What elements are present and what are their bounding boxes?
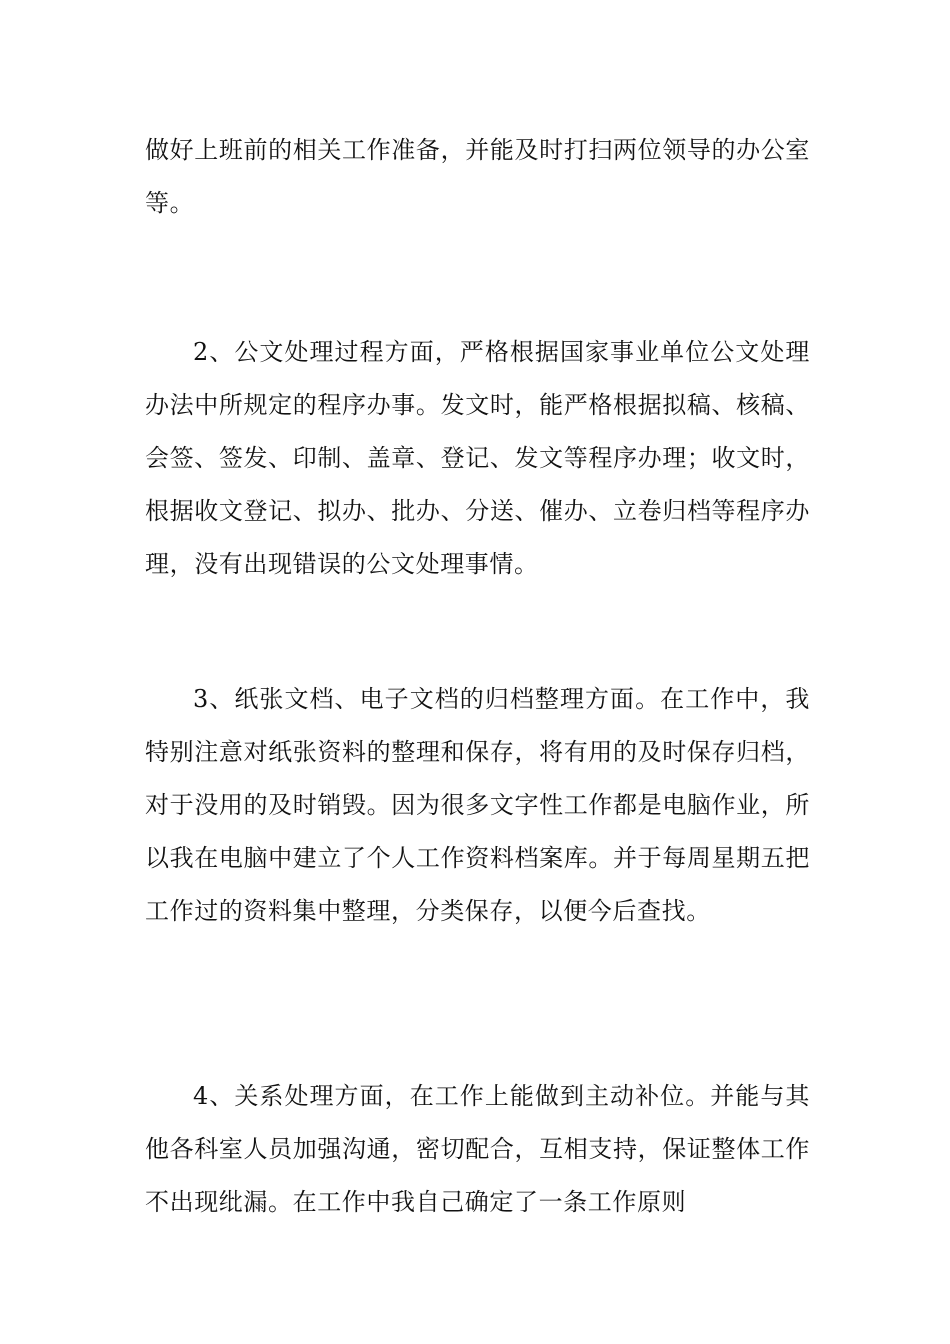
paragraph-relationships: 4、关系处理方面，在工作上能做到主动补位。并能与其他各科室人员加强沟通，密切配合，互相支持，保证整体工作不出现纰漏。在工作中我自己确定了一条工作原则 [145,1082,810,1216]
paragraph-archiving: 3、纸张文档、电子文档的归档整理方面。在工作中，我特别注意对纸张资料的整理和保存，将有用的及时保存归档，对于没用的及时销毁。因为很多文字性工作都是电脑作业，所以我在电脑中建立了个人工作资料档案库。并于每周星期五把工作过的资料集中整理，分类保存，以便今后查找。 [145,685,810,925]
paragraph-continuation: 做好上班前的相关工作准备，并能及时打扫两位领导的办公室等。 [145,136,810,217]
paragraph-document-processing: 2、公文处理过程方面，严格根据国家事业单位公文处理办法中所规定的程序办事。发文时，能严格根据拟稿、核稿、会签、签发、印制、盖章、登记、发文等程序办理；收文时，根据收文登记、拟办、批办、分送、催办、立卷归档等程序办理，没有出现错误的公文处理事情。 [145,338,810,578]
